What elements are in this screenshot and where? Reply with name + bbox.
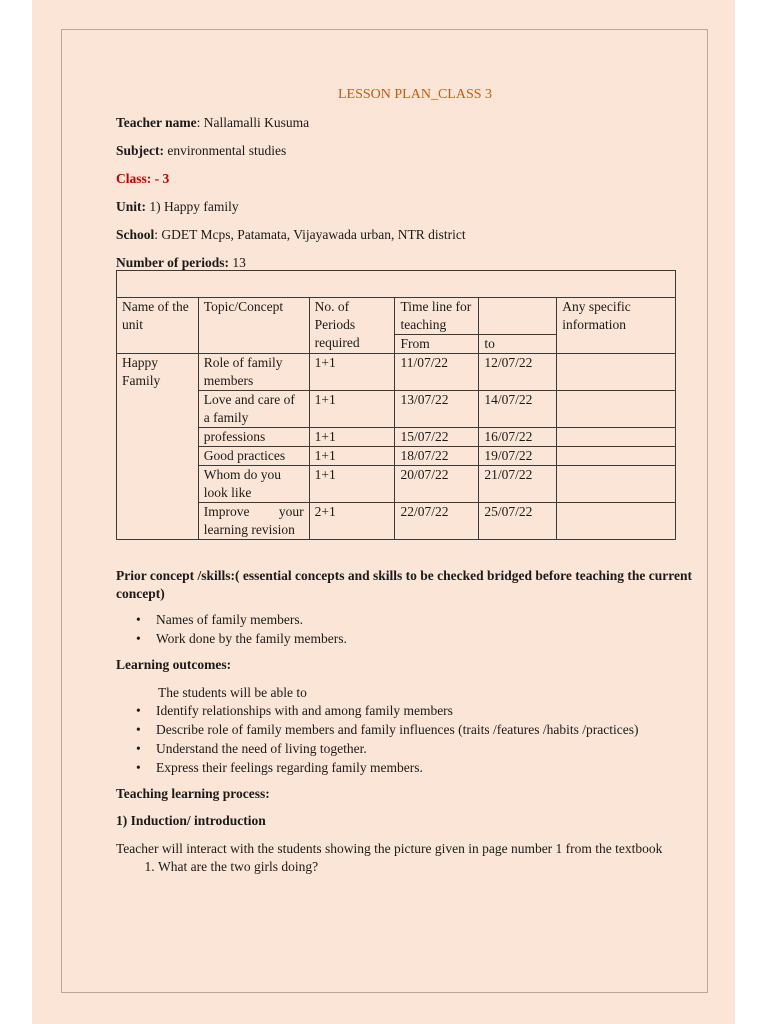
header-periods: No. of Periods required <box>309 298 395 354</box>
header-info: Any specific information <box>557 298 676 354</box>
page-title: LESSON PLAN_CLASS 3 <box>337 87 493 102</box>
table-row: Love and care of a family 1+1 13/07/22 14/07/22 <box>117 391 676 428</box>
induction-text: Teacher will interact with the students showing the picture given in page number 1 from the textbook <box>116 841 663 856</box>
header-to: to <box>479 335 557 354</box>
header-unit: Name of the unit <box>117 298 199 354</box>
question-list <box>116 858 696 876</box>
unit-name-cell: Happy Family <box>117 354 199 540</box>
subject-line: Subject: environmental studies <box>116 143 287 158</box>
list-item: • Names of family members. <box>156 611 696 629</box>
table-row <box>117 271 676 298</box>
document-content <box>116 86 696 876</box>
table-row: professions 1+1 15/07/22 16/07/22 <box>117 428 676 447</box>
header-timeline: Time line for teaching <box>395 298 479 335</box>
periods-line: Number of periods: 13 <box>116 255 246 270</box>
class-line: Class: - 3 <box>116 171 170 186</box>
list-item: • Work done by the family members. <box>156 630 696 648</box>
table-row: Happy Family Role of family members 1+1 11/07/22 12/07/22 <box>117 354 676 391</box>
learning-outcomes-heading: Learning outcomes: <box>116 657 232 672</box>
list-item: • Identify relationships with and among family members <box>156 702 696 720</box>
header-from: From <box>395 335 479 354</box>
outcomes-intro: The students will be able to <box>158 685 307 700</box>
table-header-row <box>117 298 676 335</box>
prior-concept-list <box>116 611 696 648</box>
list-item: 1. What are the two girls doing? <box>158 858 696 876</box>
teacher-line: Teacher name: Nallamalli Kusuma <box>116 115 310 130</box>
document-page <box>32 0 735 1024</box>
list-item: • Understand the need of living together. <box>156 740 696 758</box>
teaching-process-heading: Teaching learning process: <box>116 786 270 801</box>
table-row: Whom do you look like 1+1 20/07/22 21/07/22 <box>117 466 676 503</box>
list-item: • Describe role of family members and family influences (traits /features /habits /practices) <box>156 721 696 739</box>
unit-line: Unit: 1) Happy family <box>116 199 239 214</box>
school-line: School: GDET Mcps, Patamata, Vijayawada urban, NTR district <box>116 227 466 242</box>
outcomes-list <box>116 702 696 777</box>
table-row: Good practices 1+1 18/07/22 19/07/22 <box>117 447 676 466</box>
prior-concept-heading: Prior concept /skills:( essential concepts and skills to be checked bridged before teaching the current concept) <box>116 568 692 601</box>
lesson-plan-table <box>116 270 676 540</box>
induction-heading: 1) Induction/ introduction <box>116 813 266 828</box>
header-topic: Topic/Concept <box>198 298 309 354</box>
table-row: Improve your learning revision 2+1 22/07/22 25/07/22 <box>117 503 676 540</box>
list-item: • Express their feelings regarding family members. <box>156 759 696 777</box>
